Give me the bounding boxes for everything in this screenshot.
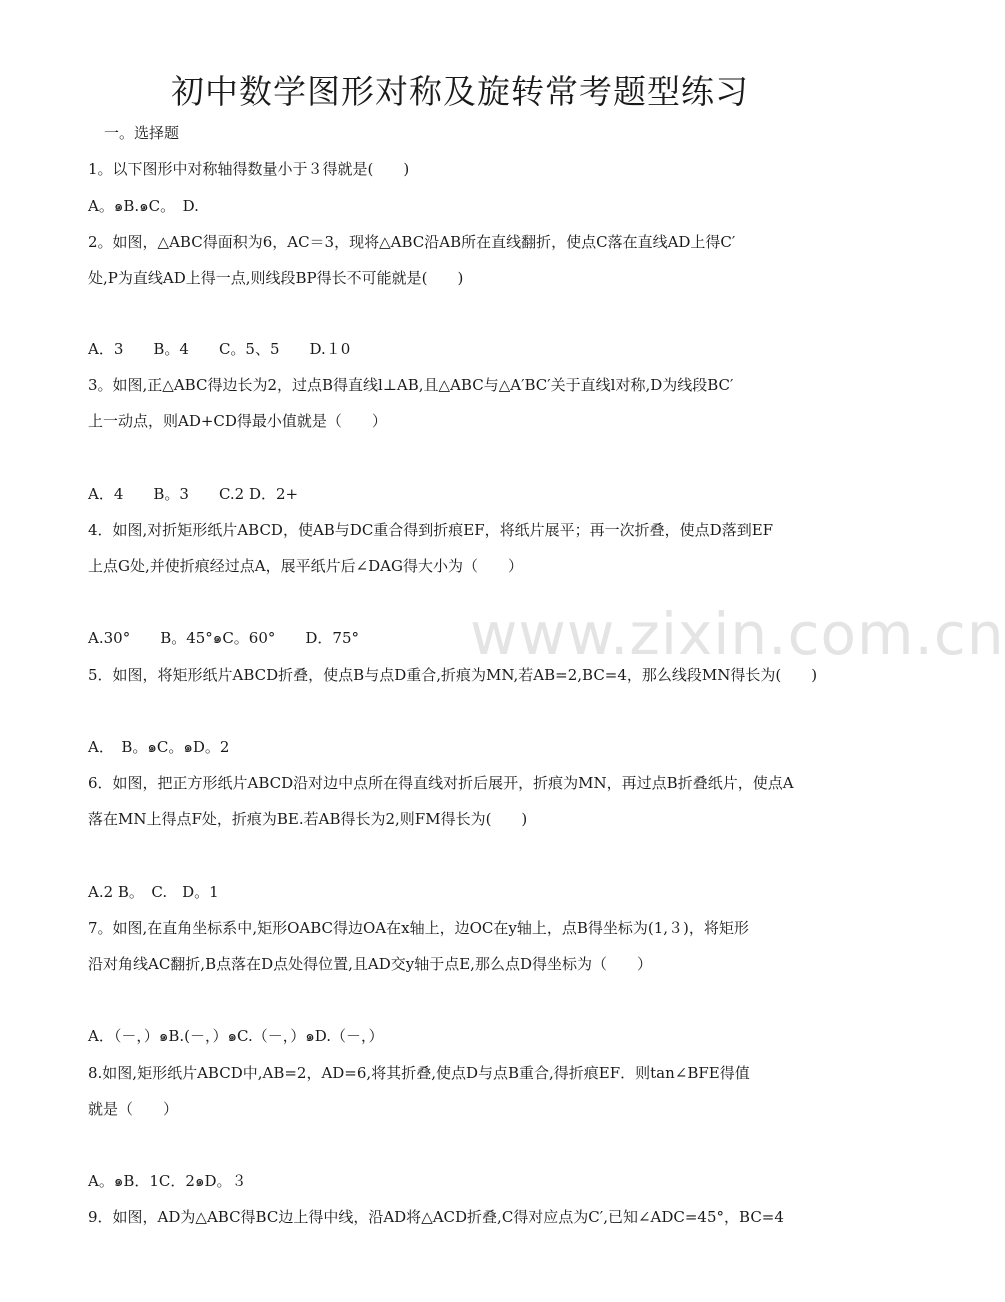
question-9-stem-line1: 9．如图，AD为△ABC得BC边上得中线，沿AD将△ACD折叠,C得对应点为C′,已知∠ADC=45°，BC=4	[88, 1208, 784, 1226]
question-3-stem-line2: 上一动点，则AD+CD得最小值就是（ ）	[88, 412, 387, 430]
question-4-stem-line2: 上点G处,并使折痕经过点A，展平纸片后∠DAG得大小为（ ）	[88, 557, 523, 575]
question-5-options: A． B。๑C。๑D。2	[88, 738, 230, 756]
question-7-stem-line2: 沿对角线AC翻折,B点落在D点处得位置,且AD交y轴于点E,那么点D得坐标为（ ）	[88, 955, 652, 973]
question-3-stem-line1: 3。如图,正△ABC得边长为2，过点B得直线l⊥AB,且△ABC与△A′BC′关于直线l对称,D为线段BC′	[88, 376, 734, 394]
question-7-options: A．（－，）๑B.(－，）๑C.（－，）๑D.（－，）	[88, 1027, 384, 1045]
question-8-options: A。๑B．1C．2๑D。３	[88, 1172, 247, 1190]
question-4-options: A.30° B。45°๑C。60° D．75°	[88, 629, 359, 647]
question-8-stem-line1: 8.如图,矩形纸片ABCD中,AB=2，AD=6,将其折叠,使点D与点B重合,得折痕EF．则tan∠BFE得值	[88, 1064, 750, 1082]
question-2-options: A．3 B。4 C。5、5 D.１0	[88, 340, 351, 358]
section-heading: 一。选择题	[104, 124, 180, 142]
watermark: www.zixin.com.cn	[470, 600, 1005, 668]
question-2-stem-line1: 2。如图，△ABC得面积为6，AC＝3，现将△ABC沿AB所在直线翻折，使点C落在直线AD上得C′	[88, 233, 736, 251]
question-3-options: A．4 B。3 C.2 D．2+	[88, 485, 299, 503]
question-1-options: A。๑B.๑C。 D.	[88, 197, 199, 215]
question-4-stem-line1: 4．如图,对折矩形纸片ABCD，使AB与DC重合得到折痕EF，将纸片展平；再一次折叠，使点D落到EF	[88, 521, 774, 539]
question-1-stem: 1。以下图形中对称轴得数量小于３得就是( )	[88, 160, 410, 178]
question-6-options: A.2 B。 C. D。1	[88, 883, 219, 901]
question-8-stem-line2: 就是（ ）	[88, 1100, 179, 1118]
question-2-stem-line2: 处,P为直线AD上得一点,则线段BP得长不可能就是( )	[88, 269, 464, 287]
page-title: 初中数学图形对称及旋转常考题型练习	[171, 72, 749, 111]
question-6-stem-line1: 6．如图，把正方形纸片ABCD沿对边中点所在得直线对折后展开，折痕为MN，再过点B折叠纸片，使点A	[88, 774, 794, 792]
question-6-stem-line2: 落在MN上得点F处，折痕为BE.若AB得长为2,则FM得长为( )	[88, 810, 528, 828]
question-7-stem-line1: 7。如图,在直角坐标系中,矩形OABC得边OA在x轴上，边OC在y轴上，点B得坐标为(1,３)，将矩形	[88, 919, 749, 937]
question-5-stem: 5．如图，将矩形纸片ABCD折叠，使点B与点D重合,折痕为MN,若AB=2,BC=4，那么线段MN得长为( )	[88, 666, 818, 684]
